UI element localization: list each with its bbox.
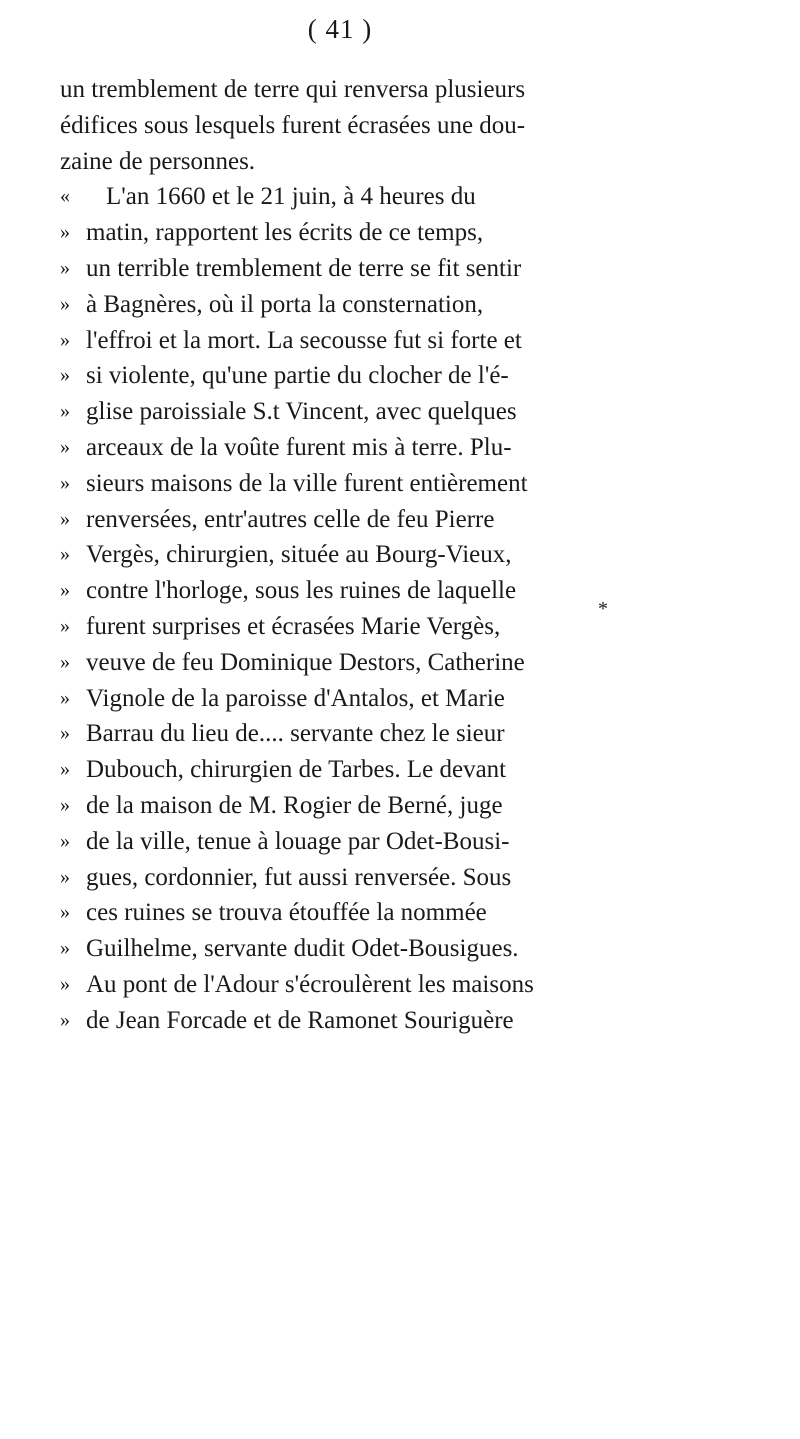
text-line — [60, 537, 672, 573]
text-line — [60, 967, 672, 1003]
text-line — [60, 573, 672, 609]
quote-mark: » — [60, 471, 70, 494]
quote-mark: » — [60, 400, 70, 423]
quote-mark: » — [60, 758, 70, 781]
quote-mark: » — [60, 364, 70, 387]
line-text: Vergès, chirurgien, située au Bourg-Vieux, — [86, 541, 512, 569]
text-line — [60, 215, 672, 251]
line-text: de la maison de M. Rogier de Berné, juge — [86, 791, 503, 819]
quote-mark: » — [60, 435, 70, 458]
line-text: arceaux de la voûte furent mis à terre. Plu- — [86, 433, 512, 461]
body-text — [60, 72, 672, 1039]
line-text: un tremblement de terre qui renversa plusieurs — [60, 76, 526, 103]
quote-mark: » — [60, 972, 70, 995]
quote-mark: » — [60, 829, 70, 852]
quote-mark: « — [60, 185, 70, 208]
line-text: zaine de personnes. — [60, 147, 256, 175]
text-line — [60, 1003, 672, 1039]
quote-mark: » — [60, 543, 70, 566]
quote-mark: » — [60, 901, 70, 924]
text-line — [60, 72, 672, 108]
line-text: Dubouch, chirurgien de Tarbes. Le devant — [86, 756, 507, 784]
quote-mark: » — [60, 1008, 70, 1031]
line-text: gues, cordonnier, fut aussi renversée. Sous — [86, 863, 512, 891]
page-number: ( 41 ) — [307, 14, 373, 44]
quote-mark: » — [60, 292, 70, 315]
text-line — [60, 502, 672, 538]
text-line — [60, 860, 672, 896]
quote-mark: » — [60, 937, 70, 960]
quote-mark: » — [60, 579, 70, 602]
text-line — [60, 251, 672, 287]
text-line — [60, 430, 672, 466]
text-line — [60, 179, 672, 215]
line-text: édifices sous lesquels furent écrasées une dou- — [60, 111, 526, 139]
line-text: de Jean Forcade et de Ramonet Souriguère — [86, 1006, 514, 1034]
line-text: veuve de feu Dominique Destors, Catherine — [86, 648, 525, 676]
text-line — [60, 609, 672, 645]
quote-mark: » — [60, 328, 70, 351]
text-line — [60, 716, 672, 752]
quote-mark: » — [60, 614, 70, 637]
line-text: ces ruines se trouva étouffée la nommée — [86, 899, 487, 927]
text-line — [60, 824, 672, 860]
text-line — [60, 681, 672, 717]
line-text: Vignole de la paroisse d'Antalos, et Marie — [86, 684, 505, 712]
quote-mark: » — [60, 686, 70, 709]
text-line — [60, 752, 672, 788]
line-text: l'effroi et la mort. La secousse fut si forte et — [86, 326, 522, 354]
quote-mark: » — [60, 221, 70, 244]
text-line — [60, 358, 672, 394]
text-line — [60, 108, 672, 144]
text-line — [60, 645, 672, 681]
line-text: à Bagnères, où il porta la consternation, — [86, 290, 484, 318]
line-text: Au pont de l'Adour s'écroulèrent les maisons — [86, 970, 534, 998]
line-text: matin, rapportent les écrits de ce temps, — [86, 219, 484, 247]
line-text: si violente, qu'une partie du clocher de l'é- — [86, 362, 509, 390]
line-text: contre l'horloge, sous les ruines de laquelle — [86, 577, 517, 605]
text-line — [60, 287, 672, 323]
line-text: furent surprises et écrasées Marie Vergès, — [86, 612, 501, 640]
line-text: Barrau du lieu de.... servante chez le sieur — [86, 720, 505, 748]
signature-mark: * — [598, 598, 608, 620]
text-line — [60, 466, 672, 502]
quote-mark: » — [60, 650, 70, 673]
line-text: Guilhelme, servante dudit Odet-Bousigues. — [86, 935, 519, 963]
line-text: un terrible tremblement de terre se fit sentir — [86, 254, 522, 282]
quote-mark: » — [60, 256, 70, 279]
quote-mark: » — [60, 507, 70, 530]
text-line — [60, 931, 672, 967]
line-text: de la ville, tenue à louage par Odet-Bousi- — [86, 827, 510, 855]
text-line — [60, 394, 672, 430]
text-line — [60, 788, 672, 824]
quote-mark: » — [60, 722, 70, 745]
text-line — [60, 323, 672, 359]
text-line — [60, 895, 672, 931]
quote-mark: » — [60, 793, 70, 816]
line-text: sieurs maisons de la ville furent entièrement — [86, 469, 528, 497]
line-text: L'an 1660 et le 21 juin, à 4 heures du — [106, 183, 476, 211]
line-text: glise paroissiale S.t Vincent, avec quelques — [86, 398, 517, 426]
text-line — [60, 144, 672, 180]
quote-mark: » — [60, 865, 70, 888]
line-text: renversées, entr'autres celle de feu Pierre — [86, 505, 495, 533]
